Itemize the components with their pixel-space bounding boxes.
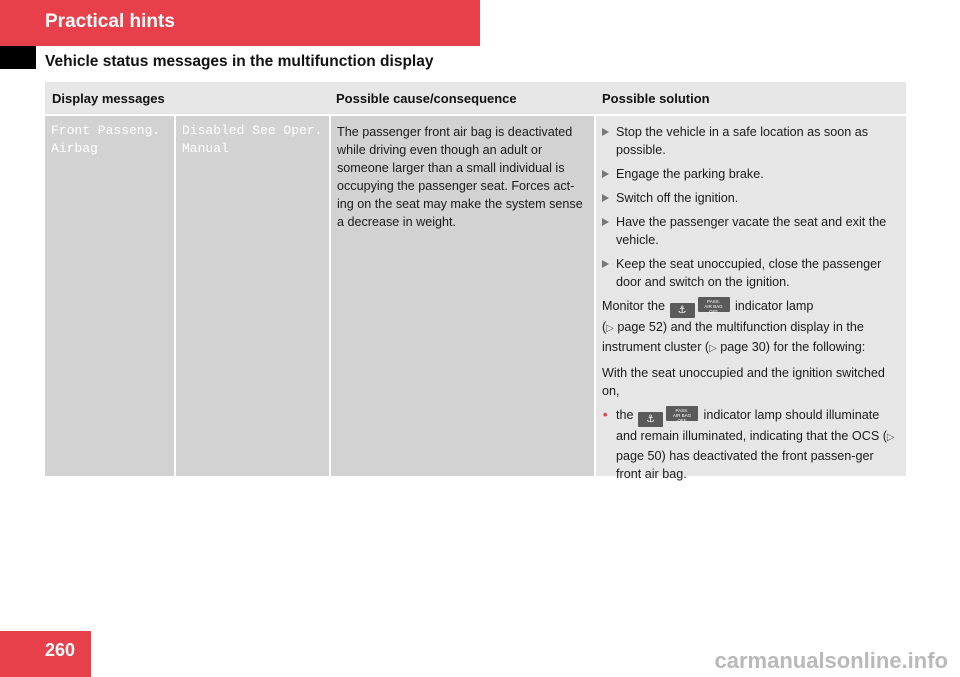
cause-text: The passenger front air bag is deactivated while driving even though an adult or someone larger than a small individual is occupying the passenger seat. Forces act-ing on the seat may make the system sense a decrease in weight. [337, 125, 583, 229]
pass-airbag-off-icon: PASS. AIR BAG OFF [666, 406, 698, 421]
display-message-text: Front Passeng. Airbag [51, 123, 161, 156]
corner-block [0, 46, 36, 69]
solution-step: Engage the parking brake. [602, 165, 902, 183]
cell-display-message [45, 116, 174, 476]
monitor-paragraph: Monitor the ⚓ PASS. AIR BAG OFF indicator lamp (▷ page 52) and the multifunction display in the instrument cluster (▷ page 30) for the following: [602, 299, 866, 354]
pass-airbag-off-icon: PASS. AIR BAG OFF [698, 297, 730, 312]
step-arrow-icon [602, 128, 609, 136]
step-arrow-icon [602, 218, 609, 226]
page-ref-icon: ▷ [709, 343, 717, 354]
cell-cause [331, 116, 594, 476]
passenger-seat-icon: ⚓ [670, 303, 695, 318]
step-arrow-icon [602, 170, 609, 178]
watermark: carmanualsonline.info [714, 648, 948, 673]
page-ref-icon: ▷ [606, 323, 614, 334]
header-display-messages: Display messages [52, 91, 165, 106]
header-possible-cause: Possible cause/consequence [336, 91, 517, 106]
step-arrow-icon [602, 260, 609, 268]
bullet-dot-icon: • [603, 408, 608, 422]
solution-content [596, 116, 906, 483]
step-arrow-icon [602, 194, 609, 202]
solution-step: Keep the seat unoccupied, close the passenger door and switch on the ignition. [602, 255, 902, 291]
indicator-bullet: • the ⚓ PASS. AIR BAG OFF indicator lamp should illuminate and remain illuminated, indicating that the OCS (▷ page 50) has deactivated the front passen-ger front air bag. [603, 408, 895, 481]
cell-solution [596, 116, 906, 481]
page-header-title: Practical hints [45, 11, 175, 32]
display-detail-text: Disabled See Oper. Manual [182, 123, 323, 156]
page-number: 260 [45, 640, 76, 660]
header-possible-solution: Possible solution [602, 91, 710, 106]
solution-step: Stop the vehicle in a safe location as soon as possible. [602, 123, 902, 159]
table-header-row [45, 82, 906, 114]
with-seat-paragraph: With the seat unoccupied and the ignition switched on, [602, 366, 885, 398]
cell-display-detail [176, 116, 329, 476]
page-ref-icon: ▷ [886, 432, 895, 443]
solution-step: Switch off the ignition. [602, 189, 902, 207]
solution-step: Have the passenger vacate the seat and exit the vehicle. [602, 213, 902, 249]
passenger-seat-icon: ⚓ [638, 412, 663, 427]
section-title: Vehicle status messages in the multifunction display [45, 53, 434, 70]
status-messages-table [45, 82, 906, 481]
